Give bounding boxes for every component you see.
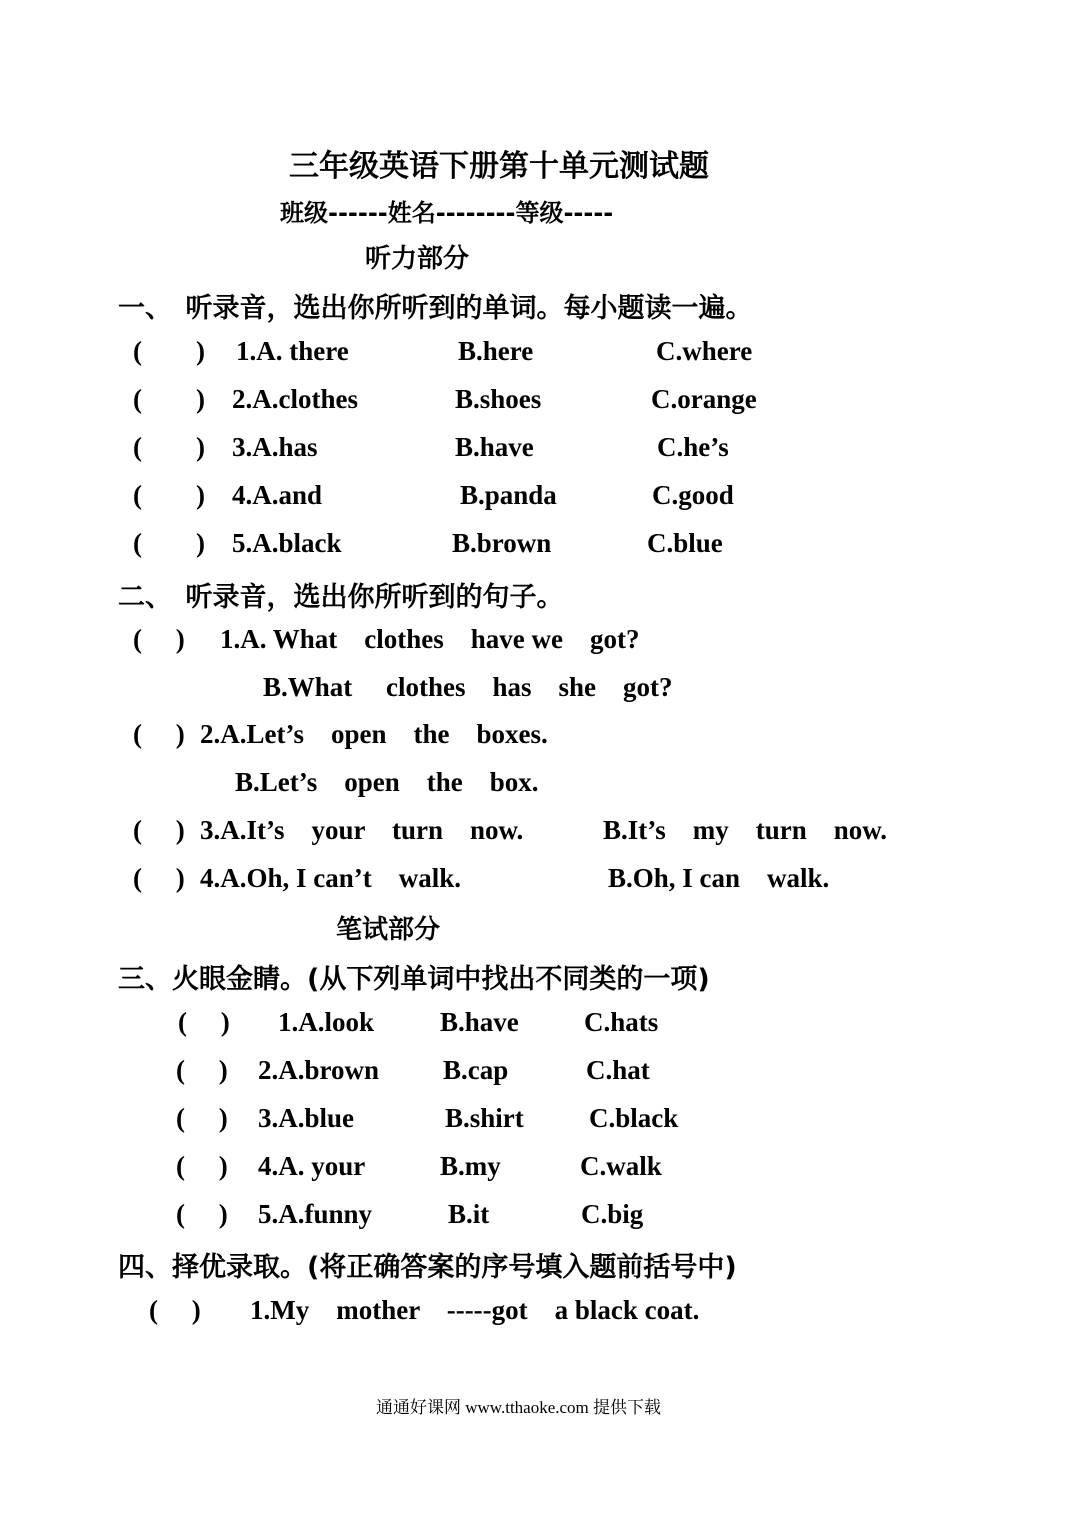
- answer-bracket[interactable]: ( ): [133, 624, 185, 654]
- section-2-title: 二、 听录音，选出你所听到的句子。: [118, 582, 564, 613]
- option-b: B.cap: [443, 1055, 509, 1085]
- option-c: C.blue: [647, 528, 723, 558]
- option-c: C.walk: [580, 1151, 662, 1181]
- option-b: B.What clothes has she got?: [263, 672, 673, 702]
- option-b: B.Let’s open the box.: [235, 767, 539, 797]
- student-info-line: 班级------姓名--------等级-----: [280, 199, 614, 227]
- option-b: B.Oh, I can walk.: [608, 863, 830, 893]
- option-b: B.here: [458, 336, 534, 366]
- option-b: B.panda: [460, 480, 557, 510]
- answer-bracket[interactable]: ( ): [133, 863, 185, 893]
- option-b: B.shirt: [445, 1103, 524, 1133]
- option-b: B.it: [448, 1199, 490, 1229]
- answer-bracket[interactable]: ( ): [176, 1055, 228, 1085]
- option-b: B.brown: [452, 528, 552, 558]
- option-c: C.good: [652, 480, 734, 510]
- answer-bracket[interactable]: ( ): [133, 719, 185, 749]
- section-1-title: 一、 听录音，选出你所听到的单词。每小题读一遍。: [118, 293, 753, 324]
- option-a: 5.A.funny: [258, 1199, 373, 1229]
- option-c: C.orange: [651, 384, 757, 414]
- option-a: 3.A.has: [232, 432, 318, 462]
- option-b: B.have: [455, 432, 534, 462]
- option-c: C.where: [656, 336, 753, 366]
- option-b: B.shoes: [455, 384, 542, 414]
- answer-bracket[interactable]: ( ): [133, 432, 205, 462]
- page-title: 三年级英语下册第十单元测试题: [289, 149, 709, 184]
- option-a: 5.A.black: [232, 528, 342, 558]
- section-4-title: 四、择优录取。(将正确答案的序号填入题前括号中): [118, 1252, 737, 1283]
- option-a: 1.A.look: [278, 1007, 375, 1037]
- section-3-title: 三、火眼金睛。(从下列单词中找出不同类的一项): [118, 964, 710, 995]
- answer-bracket[interactable]: ( ): [133, 336, 205, 366]
- option-c: C.hat: [586, 1055, 650, 1085]
- answer-bracket[interactable]: ( ): [133, 815, 185, 845]
- listening-part-heading: 听力部分: [365, 244, 470, 274]
- answer-bracket[interactable]: ( ): [133, 480, 205, 510]
- answer-bracket[interactable]: ( ): [176, 1199, 228, 1229]
- option-c: C.big: [581, 1199, 644, 1229]
- option-c: C.he’s: [657, 432, 729, 462]
- option-a: 3.A.blue: [258, 1103, 355, 1133]
- footer-credit: 通通好课网 www.tthaoke.com 提供下载: [376, 1398, 662, 1417]
- option-a: 1.A. there: [236, 336, 349, 366]
- option-c: C.hats: [584, 1007, 659, 1037]
- option-a: 2.A.brown: [258, 1055, 380, 1085]
- option-a: 3.A.It’s your turn now.: [200, 815, 524, 845]
- question-text: 1.My mother -----got a black coat.: [250, 1295, 700, 1325]
- answer-bracket[interactable]: ( ): [176, 1103, 228, 1133]
- answer-bracket[interactable]: ( ): [178, 1007, 230, 1037]
- writing-part-heading: 笔试部分: [336, 915, 441, 945]
- option-a: 4.A.and: [232, 480, 323, 510]
- answer-bracket[interactable]: ( ): [133, 384, 205, 414]
- option-b: B.It’s my turn now.: [603, 815, 888, 845]
- option-a: 4.A. your: [258, 1151, 366, 1181]
- answer-bracket[interactable]: ( ): [133, 528, 205, 558]
- option-b: B.my: [440, 1151, 501, 1181]
- option-a: 2.A.clothes: [232, 384, 358, 414]
- option-c: C.black: [589, 1103, 679, 1133]
- option-a: 4.A.Oh, I can’t walk.: [200, 863, 462, 893]
- option-a: 2.A.Let’s open the boxes.: [200, 719, 548, 749]
- answer-bracket[interactable]: ( ): [176, 1151, 228, 1181]
- answer-bracket[interactable]: ( ): [149, 1295, 201, 1325]
- option-a: 1.A. What clothes have we got?: [220, 624, 640, 654]
- option-b: B.have: [440, 1007, 519, 1037]
